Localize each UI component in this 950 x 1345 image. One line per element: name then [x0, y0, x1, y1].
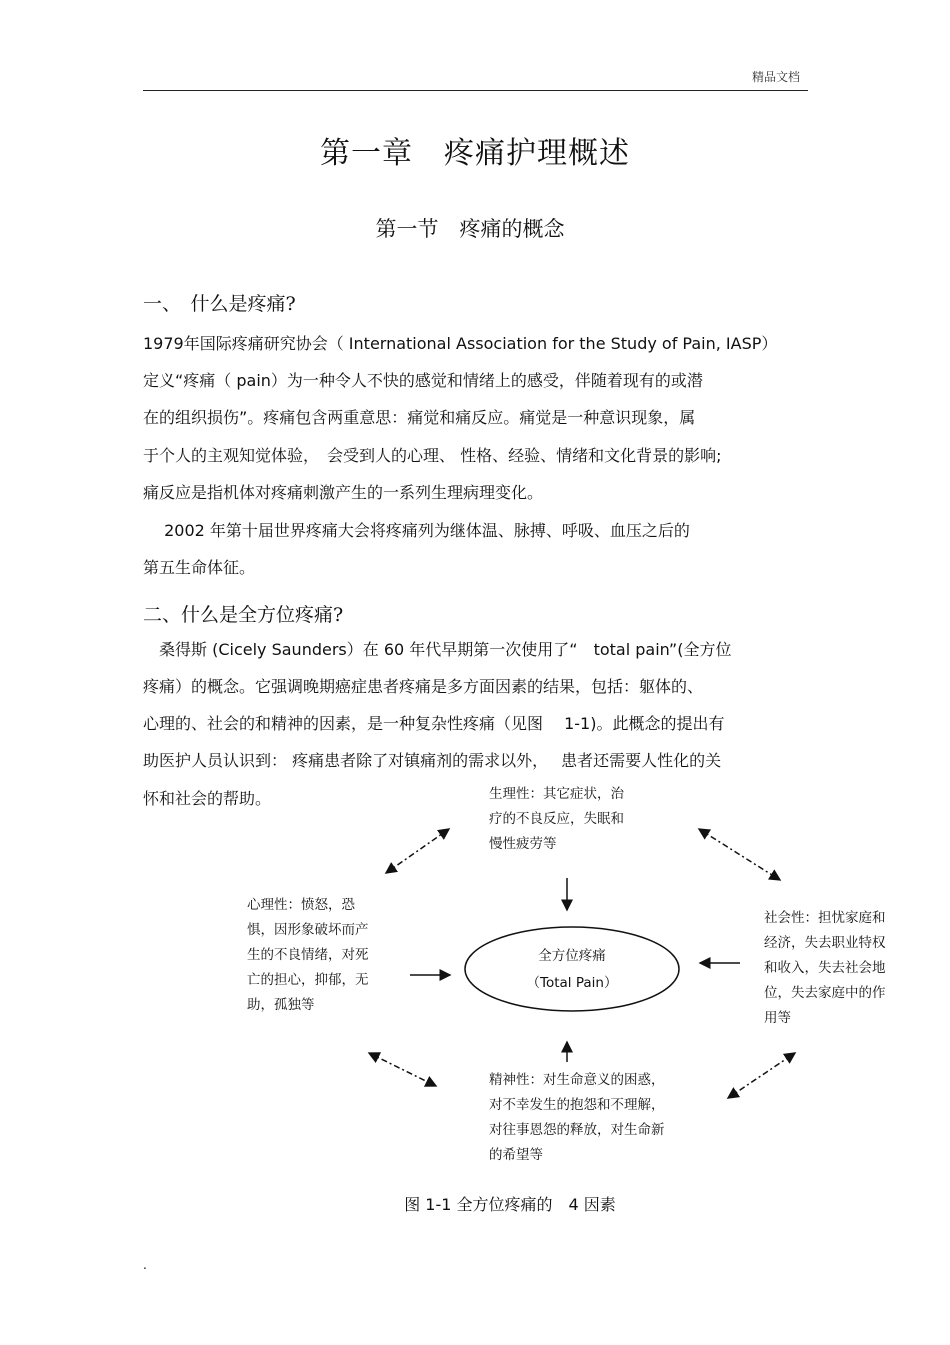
paragraph-line: 心理的、社会的和精神的因素，是一种复杂性疼痛（见图 1-1)。此概念的提出有	[143, 714, 725, 733]
paragraph-line: 怀和社会的帮助。	[143, 789, 272, 808]
psychological-factor-text: 心理性：愤怒，恐惧，因形象破坏而产生的不良情绪，对死亡的担心，抑郁，无助，孤独等	[247, 897, 369, 1013]
dashed-arrow-top-right	[699, 829, 780, 880]
center-label: 全方位疼痛	[538, 948, 606, 964]
paragraph-line: 2002 年第十届世界疼痛大会将疼痛列为继体温、脉搏、呼吸、血压之后的	[143, 521, 690, 540]
paragraph-line: 桑得斯 (Cicely Saunders）在 60 年代早期第一次使用了“ total pain”(全方位	[143, 640, 732, 659]
paragraph-line: 第五生命体征。	[143, 558, 256, 577]
paragraph-line: 于个人的主观知觉体验， 会受到人的心理、 性格、经验、情绪和文化背景的影响;	[143, 446, 722, 465]
paragraph-line: 助医护人员认识到： 疼痛患者除了对镇痛剂的需求以外， 患者还需要人性化的关	[143, 751, 722, 770]
heading-what-is-pain: 一、 什么是疼痛?	[143, 293, 296, 315]
dashed-arrow-top-left	[386, 829, 449, 873]
chapter-title: 第一章 疼痛护理概述	[320, 136, 630, 171]
paragraph-line: 定义“疼痛（ pain）为一种令人不快的感觉和情绪上的感受，伴随着现有的或潜	[143, 371, 703, 390]
header-label: 精品文档	[752, 70, 801, 84]
center-ellipse	[465, 927, 679, 1011]
physical-factor-text: 生理性：其它症状，治疗的不良反应，失眠和慢性疲劳等	[489, 786, 624, 852]
figure-caption: 图 1-1 全方位疼痛的 4 因素	[404, 1195, 616, 1214]
spiritual-factor-text: 精神性：对生命意义的困惑，对不幸发生的抱怨和不理解，对往事恩怨的释放，对生命新的希望等	[489, 1072, 665, 1163]
heading-total-pain: 二、什么是全方位疼痛?	[143, 604, 344, 626]
paragraph-line: 痛反应是指机体对疼痛刺激产生的一系列生理病理变化。	[143, 483, 544, 502]
dashed-arrow-bottom-right	[728, 1053, 795, 1098]
social-factor-text: 社会性：担忧家庭和经济，失去职业特权和收入，失去社会地位，失去家庭中的作用等	[764, 910, 886, 1026]
footer-mark: .	[143, 1258, 147, 1272]
paragraph-line: 疼痛）的概念。它强调晚期癌症患者疼痛是多方面因素的结果，包括：躯体的、	[143, 677, 704, 696]
paragraph-line: 1979年国际疼痛研究协会（ International Association for the Study of Pain, IASP）	[143, 334, 778, 353]
section-title: 第一节 疼痛的概念	[375, 217, 565, 241]
center-label-english: （Total Pain）	[526, 975, 618, 991]
dashed-arrow-bottom-left	[369, 1053, 436, 1086]
paragraph-line: 在的组织损伤”。疼痛包含两重意思：痛觉和痛反应。痛觉是一种意识现象，属	[143, 408, 696, 427]
